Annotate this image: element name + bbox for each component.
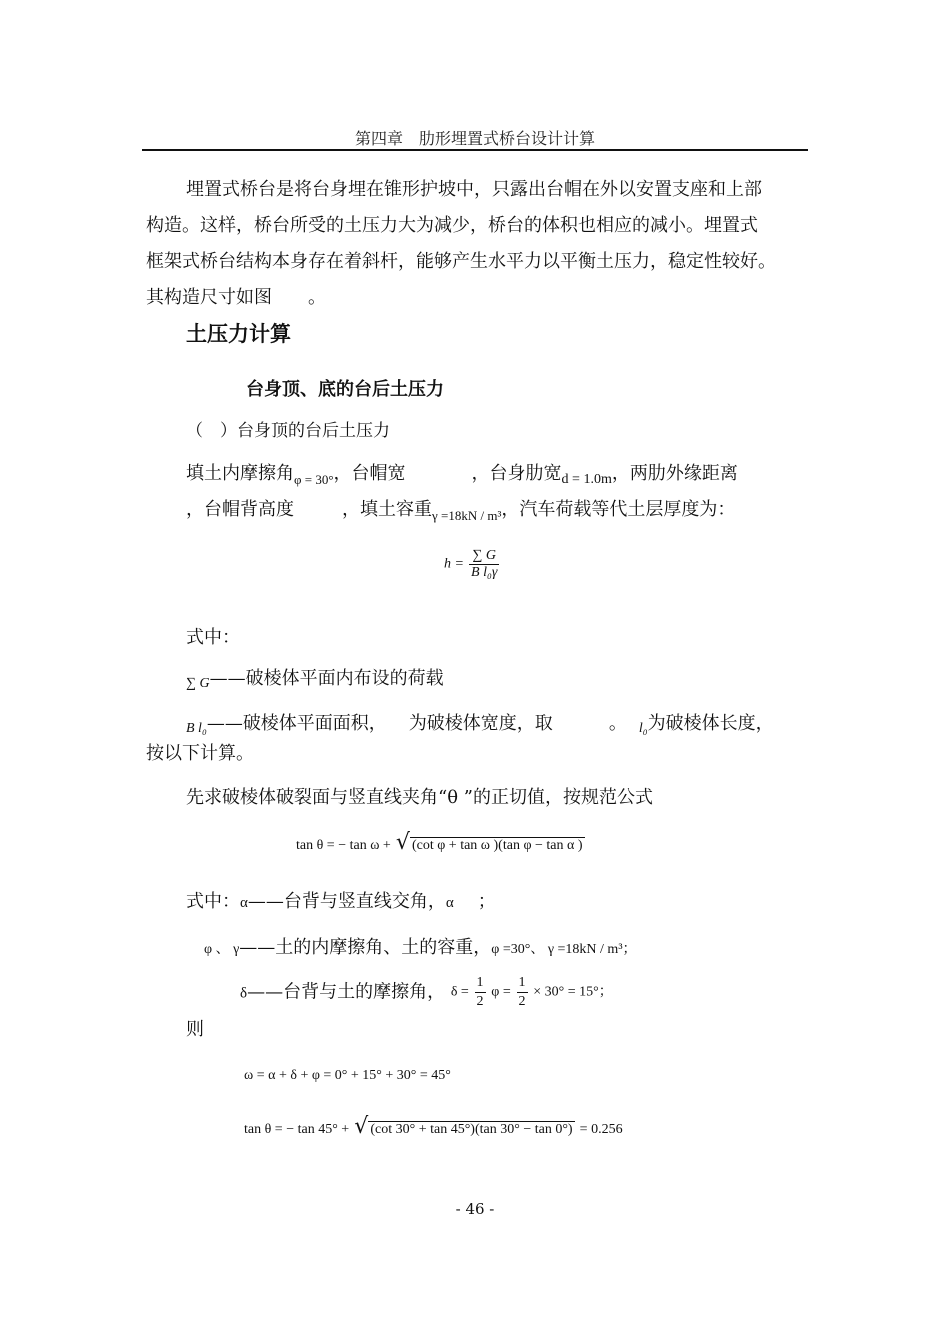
tan-theta-equation: tan θ = − tan 45° + √ (cot 30° + tan 45°)(tan 30° − tan 0°) = 0.256 <box>244 1114 623 1139</box>
def-Bl0-line-2: 按以下计算。 <box>146 743 254 764</box>
delta-frac2-den: 2 <box>518 994 526 1009</box>
alpha-end: ； <box>477 891 496 912</box>
equiv-soil-label: ，汽车荷载等代土层厚度为： <box>501 499 736 520</box>
formula-h <box>444 548 499 581</box>
Bl0-symbol: B l₀ <box>186 721 207 736</box>
Bl0-text-2: 为破棱体宽度，取 <box>408 713 553 734</box>
delta-frac1-num: 1 <box>475 974 486 993</box>
sub-subheading: （ ）台身顶的台后土压力 <box>186 421 390 441</box>
def-delta <box>240 974 613 1012</box>
delta-symbol: δ <box>240 985 248 1002</box>
tan-intro: 先求破棱体破裂面与竖直线夹角“θ ”的正切值，按规范公式 <box>186 787 653 808</box>
params-line-2 <box>186 492 735 529</box>
def-phi-gamma <box>204 930 637 968</box>
page-number: - 46 - <box>455 1200 495 1218</box>
rib-width-value: d = 1.0m <box>561 472 612 487</box>
rib-edge-label: ，两肋外缘距离 <box>611 463 738 484</box>
delta-fraction-2 <box>517 974 528 1011</box>
intro-line-3: 框架式桥台结构本身存在着斜杆，能够产生水平力以平衡土压力，稳定性较好。 <box>146 251 776 272</box>
cap-width-label: ，台帽宽 <box>333 463 406 484</box>
def-Bl0 <box>186 706 774 744</box>
tan-eq-radicand: (cot 30° + tan 45°)(tan 30° − tan 0°) <box>370 1122 573 1137</box>
delta-frac2-num: 1 <box>517 974 528 993</box>
l0-symbol: l₀ <box>638 721 648 736</box>
alpha-symbol: α <box>240 895 248 911</box>
formula-tan-radicand: (cot φ + tan ω )(tan φ − tan α ) <box>411 838 583 853</box>
formula-tan-lhs: tan θ = − tan ω + <box>296 838 391 853</box>
phi-gamma-values: φ =30°、 γ =18kN / m³； <box>491 942 637 957</box>
alpha-value: α <box>445 895 454 911</box>
section-heading: 土压力计算 <box>186 322 291 346</box>
delta-mid: φ = <box>491 984 511 1000</box>
formula-h-fraction <box>469 548 499 581</box>
delta-text: ——台背与土的摩擦角， <box>247 981 446 1003</box>
phi-gamma-symbol: φ 、 γ <box>204 942 240 957</box>
subsection-heading: 台身顶、底的台后土压力 <box>246 379 444 400</box>
delta-rhs: × 30° = 15°； <box>533 984 613 1000</box>
phi-label: 填土内摩擦角 <box>186 463 294 484</box>
unit-weight-value: γ =18kN / m³ <box>432 508 502 523</box>
sumG-text: ——破棱体平面内布设的荷载 <box>209 668 444 689</box>
delta-frac1-den: 2 <box>476 994 484 1009</box>
Bl0-text-1: ——破棱体平面面积， <box>206 713 387 734</box>
Bl0-text-4: 为破棱体长度， <box>647 713 774 734</box>
formula-tan: tan θ = − tan ω + √ (cot φ + tan ω )(tan φ − tan α ) <box>296 830 583 855</box>
where-label: 式中： <box>186 627 240 648</box>
intro-line-4: 其构造尺寸如图 。 <box>146 287 326 308</box>
phi-value: φ = 30° <box>294 472 334 487</box>
sumG-symbol: ∑ G <box>186 676 210 691</box>
def-sumG <box>186 661 444 699</box>
delta-lhs: δ = <box>450 984 469 1000</box>
where2-label: 式中： <box>186 891 240 912</box>
intro-line-1: 埋置式桥台是将台身埋在锥形护坡中，只露出台帽在外以安置支座和上部 <box>186 179 762 200</box>
tan-eq-rhs: = 0.256 <box>579 1122 623 1137</box>
unit-weight-label: ，填土容重 <box>342 499 432 520</box>
phi-gamma-text: ——土的内摩擦角、土的容重， <box>239 937 492 958</box>
header-rule <box>142 149 808 151</box>
intro-line-2: 构造。这样，桥台所受的土压力大为减少，桥台的体积也相应的减小。埋置式 <box>146 215 758 236</box>
formula-h-lhs: h = <box>444 556 464 572</box>
tan-eq-lhs: tan θ = − tan 45° + <box>244 1122 350 1137</box>
formula-h-numerator: ∑ G <box>469 548 499 565</box>
params-line-1 <box>186 456 738 494</box>
omega-equation: ω = α + δ + φ = 0° + 15° + 30° = 45° <box>244 1068 451 1083</box>
delta-fraction-1 <box>475 974 486 1011</box>
cap-height-label: ，台帽背高度 <box>186 499 294 520</box>
rib-width-label: ，台身肋宽 <box>471 463 562 484</box>
running-header: 第四章 肋形埋置式桥台设计计算 <box>354 129 595 148</box>
Bl0-text-3: 。 <box>608 713 627 734</box>
then-label: 则 <box>186 1019 204 1040</box>
alpha-text: ——台背与竖直线交角， <box>247 891 446 912</box>
formula-h-denominator: B l₀γ <box>471 565 498 580</box>
where-alpha <box>186 884 496 921</box>
